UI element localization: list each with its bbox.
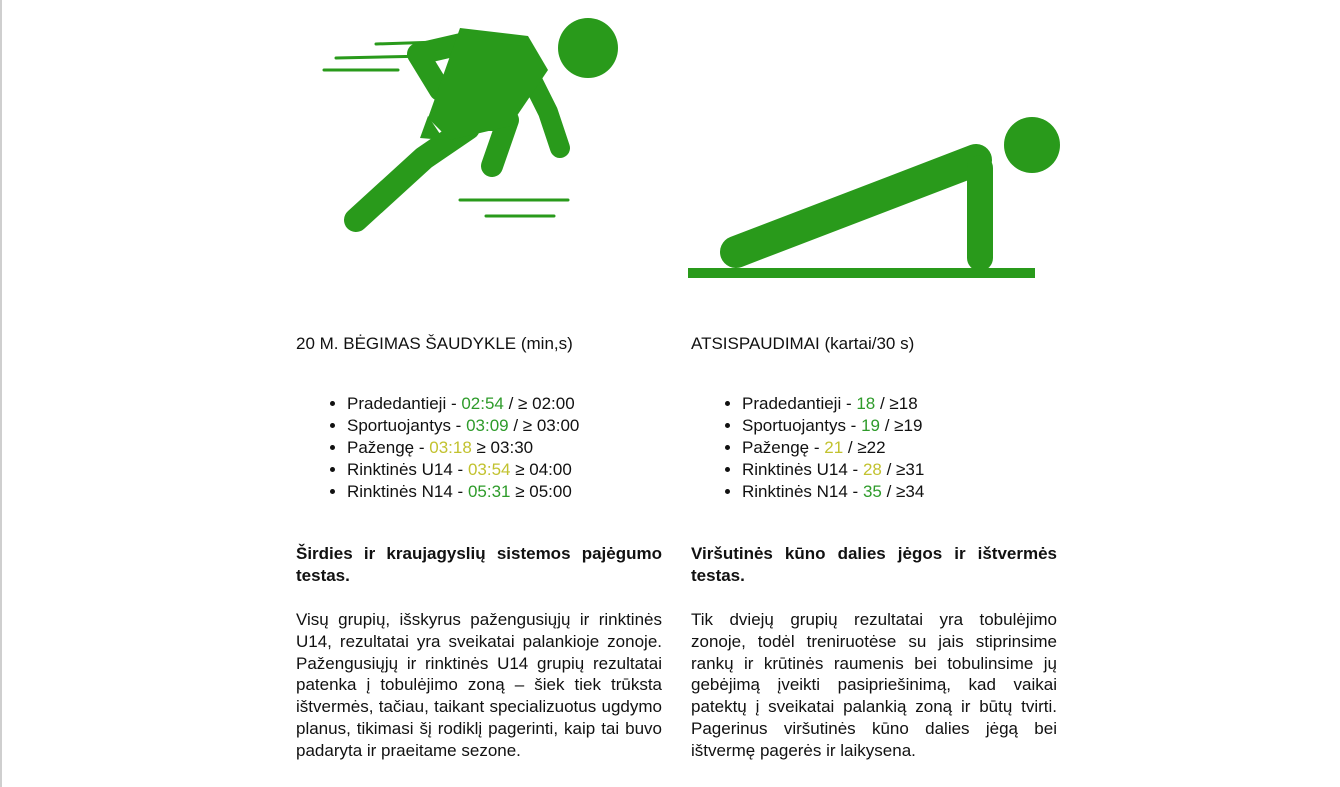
list-item: • Pažengę - 21 / ≥22	[742, 437, 924, 459]
pushup-test-title: ATSISPAUDIMAI (kartai/30 s)	[691, 334, 915, 353]
list-item: • Pradedantieji - 18 / ≥18	[742, 393, 924, 415]
page-left-border	[0, 0, 2, 787]
list-item: • Sportuojantys - 03:09 / ≥ 03:00	[347, 415, 579, 437]
list-item: • Rinktinės U14 - 03:54 ≥ 04:00	[347, 459, 579, 481]
list-item: • Sportuojantys - 19 / ≥19	[742, 415, 924, 437]
list-item: • Rinktinės N14 - 05:31 ≥ 05:00	[347, 481, 579, 503]
list-item: • Pažengę - 03:18 ≥ 03:30	[347, 437, 579, 459]
cardio-heading: Širdies ir kraujagyslių sistemos pajėgumo testas.	[296, 544, 662, 585]
run-results-list	[296, 393, 579, 503]
pushup-results-list	[691, 393, 924, 503]
run-test-title: 20 M. BĖGIMAS ŠAUDYKLE (min,s)	[296, 334, 573, 353]
list-item: • Rinktinės U14 - 28 / ≥31	[742, 459, 924, 481]
cardio-paragraph: Visų grupių, išskyrus pažengusiųjų ir rinktinės U14, rezultatai yra sveikatai palankioje zonoje. Pažengusiųjų ir rinktinės U14 grupių rezultatai patenka į tobulėjimo zoną – šiek tiek trūksta ištvermės, tačiau, taikant specializuotus ugdymo planus, tikimasi šį rodiklį pagerinti, kaip tai buvo padaryta ir praeitame sezone.	[296, 610, 662, 760]
pushup-icon	[686, 112, 1066, 284]
list-item: • Rinktinės N14 - 35 / ≥34	[742, 481, 924, 503]
upper-body-paragraph: Tik dviejų grupių rezultatai yra tobulėjimo zonoje, todėl treniruotėse su jais stiprinsime rankų ir krūtinės raumenis bei tobulinsime jų gebėjimą įveikti pasipriešinimą, kad vaikai patektų į sveikatai palankią zoną ir būtų tvirti. Pagerinus viršutinės kūno dalies jėgą bei ištvermę pagerės ir laikysena.	[691, 610, 1057, 760]
upper-body-heading: Viršutinės kūno dalies jėgos ir ištvermės testas.	[691, 544, 1057, 585]
list-item: • Pradedantieji - 02:54 / ≥ 02:00	[347, 393, 579, 415]
sprinter-icon	[320, 8, 650, 248]
